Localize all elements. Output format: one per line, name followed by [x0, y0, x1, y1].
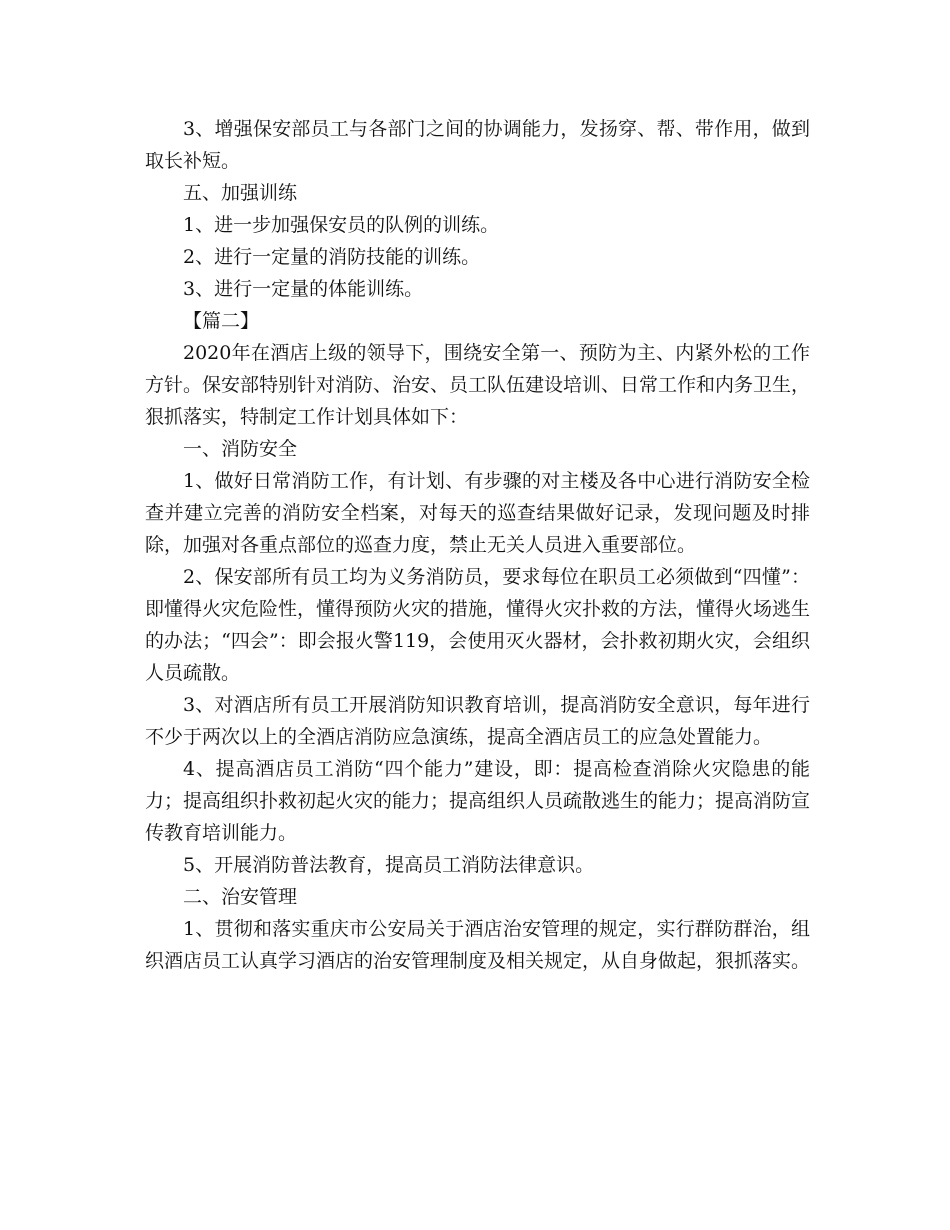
- paragraph-2: 1、进一步加强保安员的队例的训练。: [183, 214, 500, 236]
- paragraph-fire-5: 5、开展消防普法教育，提高员工消防法律意识。: [183, 854, 595, 876]
- paragraph-4: 3、进行一定量的体能训练。: [183, 278, 424, 300]
- paragraph-fire-3: 3、对酒店所有员工开展消防知识教育培训，提高消防安全意识，每年进行不少于两次以上的全酒店消防应急演练，提高全酒店员工的应急处置能力。: [145, 694, 810, 748]
- section-heading-strengthen-training: 五、加强训练: [183, 182, 298, 204]
- paragraph-3: 2、进行一定量的消防技能的训练。: [183, 246, 481, 268]
- section-heading-public-security: 二、治安管理: [183, 886, 298, 908]
- part-two-heading: 【篇二】: [183, 310, 260, 332]
- paragraph-fire-4: 4、提高酒店员工消防“四个能力”建设，即：提高检查消除火灾隐患的能力；提高组织扑救初起火灾的能力；提高组织人员疏散逃生的能力；提高消防宣传教育培训能力。: [145, 758, 811, 844]
- paragraph-intro: 2020年在酒店上级的领导下，围绕安全第一、预防为主、内紧外松的工作方针。保安部特别针对消防、治安、员工队伍建设培训、日常工作和内务卫生，狠抓落实，特制定工作计划具体如下：: [145, 342, 811, 428]
- paragraph-1: 3、增强保安部员工与各部门之间的协调能力，发扬穿、帮、带作用，做到取长补短。: [145, 118, 810, 172]
- paragraph-fire-1: 1、做好日常消防工作，有计划、有步骤的对主楼及各中心进行消防安全检查并建立完善的消防安全档案，对每天的巡查结果做好记录，发现问题及时排除，加强对各重点部位的巡查力度，禁止无关人员进入重要部位。: [145, 470, 810, 556]
- document-body: [145, 113, 810, 977]
- paragraph-security-1: 1、贯彻和落实重庆市公安局关于酒店治安管理的规定，实行群防群治，组织酒店员工认真学习酒店的治安管理制度及相关规定，从自身做起，狠抓落实。: [145, 918, 811, 972]
- paragraph-fire-2: 2、保安部所有员工均为义务消防员，要求每位在职员工必须做到“四懂”：即懂得火灾危险性，懂得预防火灾的措施，懂得火灾扑救的方法，懂得火场逃生的办法；“四会”：即会报火警119，会使用灭火器材，会扑救初期火灾，会组织人员疏散。: [145, 566, 811, 684]
- section-heading-fire-safety: 一、消防安全: [183, 438, 298, 460]
